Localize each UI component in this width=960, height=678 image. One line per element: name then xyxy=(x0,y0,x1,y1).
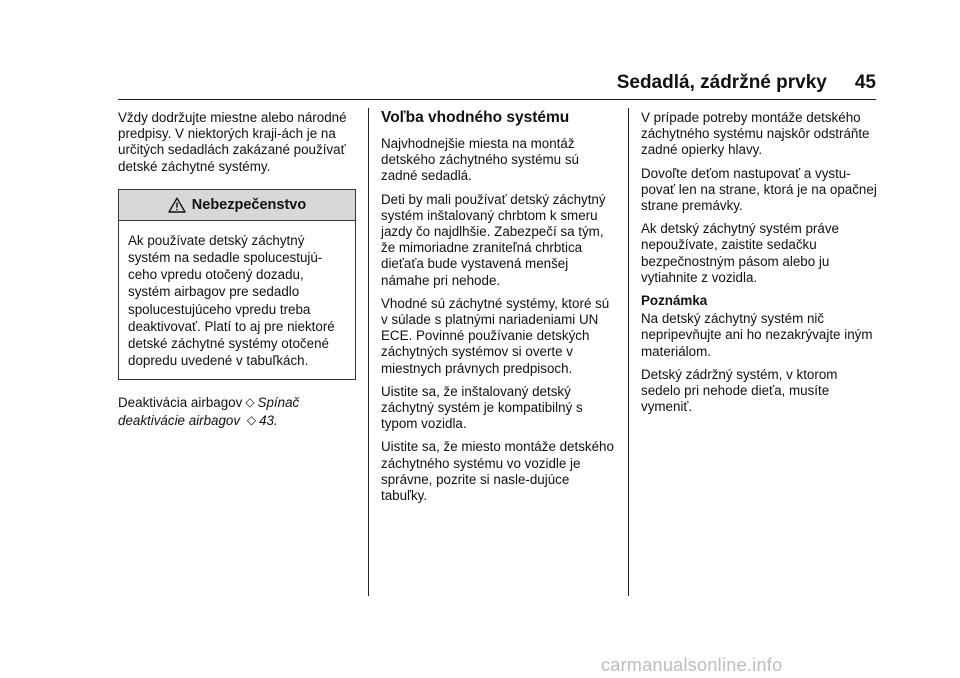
reference-paragraph xyxy=(118,394,354,428)
column-divider-1 xyxy=(368,108,369,596)
reference-lead: Deaktivácia airbagov xyxy=(118,395,243,411)
note-body: Na detský záchytný systém nič nepripevňujte ani ho nezakrývajte iným materiálom. xyxy=(641,311,873,359)
column-divider-2 xyxy=(628,108,629,596)
reference-page[interactable]: 43. xyxy=(259,412,278,428)
paragraph: Uistite sa, že miesto montáže detského záchytného systému vo vozidle je správne, pozrite si nasle-dujúce tabuľky. xyxy=(381,439,614,504)
section-heading: Voľba vhodného systému xyxy=(381,109,570,126)
intro-paragraph: Vždy dodržujte miestne alebo národné predpisy. V niektorých kraji-ách je na určitých sedadlách zakázané používať detské záchytné systémy. xyxy=(118,110,347,174)
paragraph: Deti by mali používať detský záchytný systém inštalovaný chrbtom k smeru jazdy čo najdlhšie. Zabezpečí sa tým, že mimoriadne zraniteľná chrbtica dieťaťa bude vystavená menšej námahe pri nehode. xyxy=(381,191,606,288)
paragraph: Vhodné sú záchytné systémy, ktoré sú v súlade s platnými nariadeniami UN ECE. Povinné používanie detských záchytných systémov si overte v miestnych právnych predpisoch. xyxy=(381,295,610,376)
paragraph: Dovoľte deťom nastupovať a vystu-povať len na strane, ktorá je na opačnej strane premávky. xyxy=(641,165,877,214)
column-1 xyxy=(118,110,354,436)
watermark: carmanualsonline.info xyxy=(601,655,783,675)
cross-reference-icon: ◇ xyxy=(246,412,257,427)
warning-triangle-icon xyxy=(168,197,186,213)
danger-title: Nebezpečenstvo xyxy=(191,196,307,213)
paragraph: Najvhodnejšie miesta na montáž detského záchytného systému sú zadné sedadlá. xyxy=(381,136,579,184)
danger-box xyxy=(118,189,356,381)
page-number: 45 xyxy=(854,72,876,93)
page-header xyxy=(617,72,876,94)
paragraph: V prípade potreby montáže detského záchytného systému najskôr odstráňte zadné opierky hlavy. xyxy=(641,110,870,158)
danger-body: Ak používate detský záchytný systém na sedadle spolucestujú-ceho vpredu otočený dozadu, systém airbagov pre sedadlo spolucestujúceho vpredu treba deaktivovať. Platí to aj pre niektoré detské záchytné systémy otočené dopredu uvedené v tabuľkách. xyxy=(128,232,335,369)
danger-header xyxy=(119,190,355,221)
paragraph: Uistite sa, že inštalovaný detský záchytný systém je kompatibilný s typom vozidla. xyxy=(381,383,583,432)
reference-link[interactable]: Spínač deaktivácie airbagov xyxy=(118,395,300,428)
header-rule xyxy=(118,99,876,100)
note-title: Poznámka xyxy=(641,293,708,309)
cross-reference-icon: ◇ xyxy=(245,395,255,410)
column-3 xyxy=(641,110,877,422)
section-title: Sedadlá, zádržné prvky xyxy=(616,72,827,93)
paragraph: Ak detský záchytný systém práve nepoužívate, zaistite sedačku bezpečnostným pásom alebo ju vytiahnite z vozidla. xyxy=(641,221,839,285)
column-2 xyxy=(381,108,617,511)
paragraph: Detský zádržný systém, v ktorom sedelo pri nehode dieťa, musíte vymeniť. xyxy=(641,366,838,415)
